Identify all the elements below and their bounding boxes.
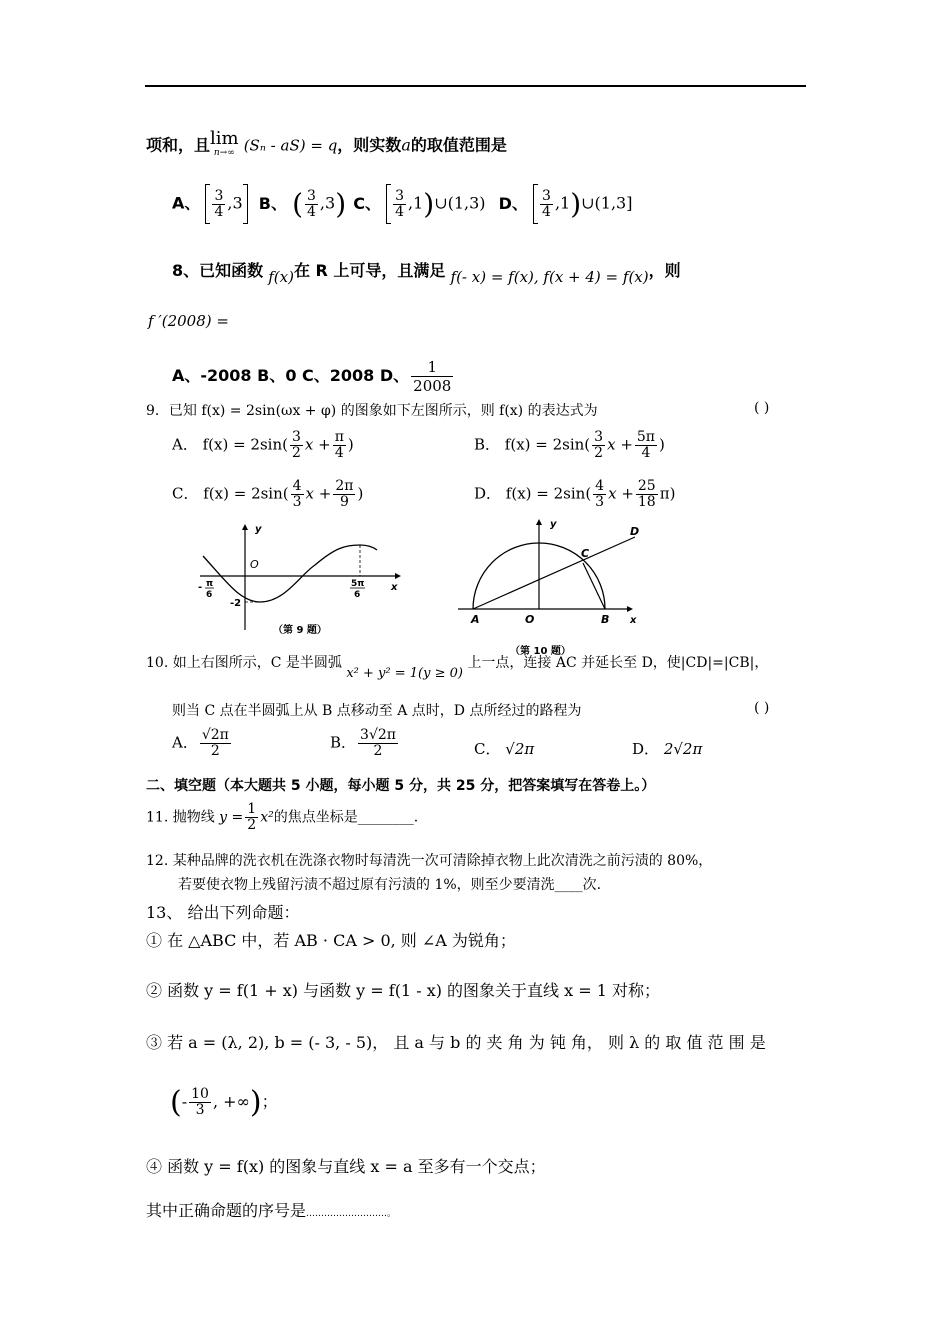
fig9-origin: O (250, 558, 259, 571)
q9-option-c: C． f(x) = 2sin( $\frac{4}{3}$ x + $\frac{2\pi}{9}$ ) (172, 478, 364, 510)
section-2-title: 二、填空题（本大题共 5 小题，每小题 5 分，共 25 分，把答案填写在答卷上。） (146, 778, 656, 794)
q10-line1 (146, 652, 769, 681)
q11 (146, 802, 418, 833)
q10-stem-a: 10. 如上右图所示，C 是半圆弧 (146, 655, 342, 671)
fig9-y-arrow (242, 524, 248, 530)
q7-expr: (Sₙ - aS) = q (243, 136, 338, 155)
q8-stem (172, 258, 681, 286)
q7-opt-d-union: ∪(1,3] (581, 193, 633, 213)
fig9-curve (203, 545, 377, 602)
q8-options (172, 358, 455, 395)
q7-stem-c: 的取值范围是 (410, 135, 507, 155)
fig10-y-label: y (550, 519, 557, 530)
q7-opt-b-label: B、 (258, 193, 287, 213)
q10-option-d: D． 2√2π (632, 740, 703, 758)
q7-opt-d-label: D、 (498, 193, 528, 213)
q13-p1: ① 在 △ABC 中，若 AB · CA > 0, 则 ∠A 为锐角； (146, 931, 516, 950)
q11-eq-b: x² (260, 809, 274, 826)
fig9-left-num: π (206, 579, 214, 589)
fig10-x-arrow (627, 606, 633, 612)
q8-opt-d-frac: $\frac{1}{2008}$ (413, 358, 452, 395)
q7-lim-sub: n→∞ (213, 148, 235, 158)
q13-answer-blank[interactable]: ………………………。 (306, 1209, 397, 1219)
q7-opt-c-label: C、 (353, 193, 381, 213)
q7-options: A、 $\frac{3}{4}$ ,3 B、 ( $\frac{3}{4}$ ,3) C、 $\frac{3}{4}$ ,1)∪(1,3) D、 $\frac{3}{4}$ ,1)∪(1,3] (172, 184, 632, 224)
q10-paren: ( ) (754, 700, 770, 716)
q13-p3-range: (- $\frac{10}{3}$ , +∞)； (170, 1085, 278, 1120)
q7-opt-b-tail: ,3 (319, 193, 336, 213)
q7-opt-c-tail: ,1 (407, 193, 424, 213)
fig9-left-sign: - (198, 582, 203, 593)
q8-options-text: A、-2008 B、0 C、2008 D、 (172, 366, 410, 385)
q7-limit (210, 128, 239, 160)
q7-opt-d-frac: $\frac{3}{4}$ (542, 187, 551, 220)
q7-var-a: a (401, 135, 411, 155)
fig9-left-den: 6 (206, 590, 213, 600)
q8-fx: f(x) (268, 268, 294, 286)
q8-stem-a: 8、已知函数 (172, 261, 264, 280)
fig9-neg2: -2 (230, 598, 242, 609)
fig9-right-den: 6 (354, 590, 361, 600)
q12-line1: 12. 某种品牌的洗衣机在洗涤衣物时每清洗一次可清除掉衣物上此次清洗之前污渍的 80%， (146, 853, 713, 869)
fig10-d-label: D (630, 525, 640, 538)
q10-arc: x² + y² = 1(y ≥ 0) (346, 666, 463, 681)
q7-opt-d-tail: ,1 (554, 193, 571, 213)
fig9-caption: （第 9 题） (273, 625, 327, 636)
q13-p2: ② 函数 y = f(1 + x) 与函数 y = f(1 - x) 的图象关于直线 x = 1 对称； (146, 981, 660, 1000)
q11-stem-a: 11. 抛物线 (146, 809, 215, 826)
q7-lim: lim (210, 128, 239, 149)
q7-opt-b-frac: $\frac{3}{4}$ (307, 187, 316, 220)
fig10-b-label: B (601, 613, 610, 626)
q11-eq-a: y = (219, 809, 244, 826)
q12-line2: 若要使衣物上残留污渍不超过原有污渍的 1%，则至少要清洗____次. (178, 877, 602, 893)
fig9-right-num: 5π (351, 579, 365, 589)
q7-opt-a-frac: $\frac{3}{4}$ (214, 187, 224, 220)
q7-opt-a-tail: ,3 (227, 193, 243, 213)
q7-stem-a: 项和，且 (146, 135, 211, 155)
figure-9 (195, 520, 410, 645)
q7-stem-b: ，则实数 (337, 135, 402, 155)
q7-opt-c-union: ∪(1,3) (434, 193, 486, 213)
q10-option-b: B． $\frac{3√2\pi}{2}$ (330, 727, 396, 759)
q9-stem: 9．已知 f(x) = 2sin(ωx + φ) 的图象如下左图所示，则 f(x) 的表达式为 (146, 403, 598, 419)
fig10-x-label: x (630, 615, 637, 626)
q7-opt-c-frac: $\frac{3}{4}$ (395, 187, 404, 220)
q13-answer (146, 1198, 396, 1221)
q9-option-a: A． f(x) = 2sin( $\frac{3}{2}$ x + $\frac{\pi}{4}$ ) (172, 429, 354, 461)
fig10-c-label: C (581, 547, 590, 560)
fig9-x-arrow (395, 573, 401, 579)
q11-stem-b: 的焦点坐标是________. (273, 809, 419, 826)
fig10-caption: （第 10 题） (510, 646, 571, 655)
q8-ask: f ′(2008) = (148, 312, 229, 330)
q13-head: 13、 给出下列命题： (146, 903, 300, 922)
q13-answer-label: 其中正确命题的序号是 (146, 1201, 307, 1220)
q10-stem-b: 上一点，连接 AC 并延长至 D，使|CD|=|CB|， (467, 655, 769, 671)
fig10-o-label: O (525, 613, 535, 626)
q9-option-d: D． f(x) = 2sin( $\frac{4}{3}$ x + $\frac{25}{18}$ π) (474, 478, 676, 510)
q8-cond: f(- x) = f(x), f(x + 4) = f(x) (450, 268, 649, 286)
q7-opt-a-label: A、 (172, 193, 201, 213)
fig9-y-label: y (255, 524, 262, 535)
fig10-line-ad (473, 537, 635, 609)
fig10-a-label: A (471, 613, 480, 626)
fig10-y-arrow (536, 519, 542, 525)
q8-stem-b: 在 R 上可导，且满足 (293, 261, 446, 280)
q7-stem (146, 128, 507, 160)
q10-line2: 则当 C 点在半圆弧上从 B 点移动至 A 点时，D 点所经过的路程为 (172, 703, 582, 719)
q9-paren: ( ) (754, 400, 770, 416)
figure-10 (455, 515, 655, 655)
q13-p3: ③ 若 a = (λ, 2), b = (- 3, - 5)， 且 a 与 b 的 夹 角 为 钝 角， 则 λ 的 取 值 范 围 是 (146, 1033, 766, 1052)
fig9-x-label: x (391, 582, 398, 593)
q13-p4: ④ 函数 y = f(x) 的图象与直线 x = a 至多有一个交点； (146, 1157, 546, 1176)
q11-frac: $\frac{1}{2}$ (247, 801, 257, 833)
header-rule (145, 85, 806, 87)
q10-option-a: A． $\frac{√2\pi}{2}$ (172, 727, 229, 759)
q8-stem-c: ，则 (648, 261, 681, 280)
q9-option-b: B． f(x) = 2sin( $\frac{3}{2}$ x + $\frac{5\pi}{4}$ ) (474, 429, 665, 461)
q10-option-c: C． √2π (474, 740, 535, 758)
